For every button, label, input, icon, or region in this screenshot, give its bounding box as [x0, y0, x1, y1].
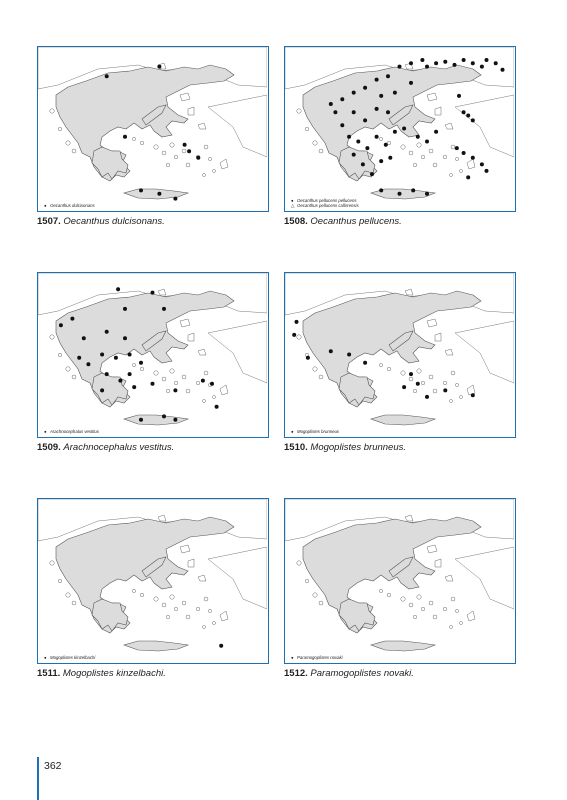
legend-entry: ● Oecanthus pellucens pellucens — [291, 198, 357, 203]
record-dot — [501, 68, 505, 72]
map-caption-1507 — [37, 216, 165, 227]
record-dot — [443, 60, 447, 64]
map-legend — [44, 203, 95, 208]
record-dot — [409, 81, 413, 85]
record-dot — [329, 102, 333, 106]
distribution-map-1512 — [284, 498, 516, 664]
record-dot — [356, 140, 360, 144]
legend-entry: △ Oecanthus pellucens callirrensis — [291, 203, 359, 208]
record-dot — [173, 418, 177, 422]
record-dot — [393, 130, 397, 134]
record-dot — [462, 110, 466, 114]
record-dot — [340, 97, 344, 101]
record-dot — [100, 388, 104, 392]
record-dot — [363, 118, 367, 122]
record-dot — [82, 336, 86, 340]
record-dot — [462, 58, 466, 62]
record-dot — [114, 356, 118, 360]
record-dot — [466, 175, 470, 179]
record-dot — [455, 146, 459, 150]
record-dot — [379, 94, 383, 98]
record-dot — [471, 393, 475, 397]
legend-entry: ● Arachnocephalus vestitus — [44, 429, 99, 434]
record-dot — [86, 362, 90, 366]
record-dot — [411, 188, 415, 192]
record-dot — [183, 143, 187, 147]
record-dot — [151, 382, 155, 386]
greece-map — [38, 47, 267, 210]
record-dot — [139, 418, 143, 422]
record-dot — [471, 118, 475, 122]
record-dot — [128, 372, 132, 376]
record-dot — [347, 353, 351, 357]
distribution-map-1510 — [284, 272, 516, 438]
record-dot — [118, 379, 122, 383]
species-name: Oecanthus dulcisonans. — [63, 216, 165, 227]
record-dot — [434, 61, 438, 65]
record-dot — [379, 188, 383, 192]
greece-map — [38, 499, 267, 662]
record-dot — [210, 382, 214, 386]
record-dot — [425, 192, 429, 196]
record-dot — [173, 197, 177, 201]
map-caption-1512 — [284, 668, 414, 679]
record-dot — [402, 127, 406, 131]
record-dot — [393, 91, 397, 95]
record-dot — [384, 143, 388, 147]
record-dot — [409, 61, 413, 65]
dot-icon: ● — [44, 429, 47, 434]
record-dot — [453, 63, 457, 67]
record-dot — [409, 372, 413, 376]
record-dot — [329, 349, 333, 353]
record-dot — [375, 107, 379, 111]
map-legend — [291, 655, 343, 660]
record-dot — [151, 291, 155, 295]
record-dot — [157, 65, 161, 69]
page-margin-rule — [37, 757, 39, 800]
dot-icon: ● — [291, 655, 294, 660]
species-name: Arachnocephalus vestitus. — [63, 442, 175, 453]
species-name: Oecanthus pellucens. — [310, 216, 402, 227]
record-dot — [219, 644, 223, 648]
legend-entry: ● Oecanthus dulcisonans — [44, 203, 95, 208]
record-dot — [162, 307, 166, 311]
distribution-map-1509 — [37, 272, 269, 438]
record-dot — [132, 385, 136, 389]
page-number: 362 — [44, 760, 62, 772]
record-dot — [306, 356, 310, 360]
record-dot — [370, 172, 374, 176]
record-dot — [162, 414, 166, 418]
triangle-icon: △ — [291, 203, 295, 208]
record-dot — [139, 361, 143, 365]
record-dot — [123, 307, 127, 311]
map-legend — [291, 198, 359, 208]
greece-map — [285, 47, 514, 210]
record-dot — [471, 61, 475, 65]
record-dot — [70, 317, 74, 321]
record-dot — [434, 130, 438, 134]
map-number: 1510. — [284, 442, 308, 453]
record-dot — [365, 146, 369, 150]
record-dot — [466, 114, 470, 118]
record-dot — [123, 336, 127, 340]
record-dot — [116, 287, 120, 291]
record-dot — [215, 405, 219, 409]
map-legend — [291, 429, 339, 434]
species-name: Mogoplistes brunneus. — [310, 442, 407, 453]
map-caption-1509 — [37, 442, 174, 453]
record-dot — [173, 388, 177, 392]
record-dot — [480, 65, 484, 69]
record-dot — [292, 333, 296, 337]
greece-map — [285, 499, 514, 662]
record-dot — [352, 91, 356, 95]
record-dot — [425, 395, 429, 399]
record-dot — [295, 320, 299, 324]
dot-icon: ● — [44, 203, 47, 208]
record-dot — [416, 382, 420, 386]
record-dot — [187, 149, 191, 153]
map-caption-1510 — [284, 442, 406, 453]
record-dot — [494, 61, 498, 65]
distribution-map-1507 — [37, 46, 269, 212]
record-dot — [416, 135, 420, 139]
species-name: Paramogoplistes novaki. — [310, 668, 414, 679]
record-dot — [425, 65, 429, 69]
distribution-map-1511 — [37, 498, 269, 664]
legend-entry: ● Mogoplistes kinzelbachi — [44, 655, 96, 660]
map-caption-1508 — [284, 216, 402, 227]
record-dot — [402, 385, 406, 389]
record-dot — [363, 361, 367, 365]
distribution-map-1508 — [284, 46, 516, 212]
record-dot — [347, 135, 351, 139]
legend-entry: ● Mogoplistes brunneus — [291, 429, 340, 434]
legend-entry: ● Paramogoplistes novaki — [291, 655, 343, 660]
record-dot — [462, 151, 466, 155]
record-dot — [59, 323, 63, 327]
species-name: Mogoplistes kinzelbachi. — [62, 668, 166, 679]
dot-icon: ● — [44, 655, 47, 660]
map-legend — [44, 429, 99, 434]
record-dot — [196, 156, 200, 160]
record-dot — [375, 135, 379, 139]
record-dot — [457, 94, 461, 98]
record-dot — [157, 192, 161, 196]
record-dot — [139, 188, 143, 192]
record-dot — [420, 58, 424, 62]
record-dot — [379, 159, 383, 163]
record-dot — [123, 135, 127, 139]
record-dot — [480, 162, 484, 166]
map-number: 1511. — [37, 668, 61, 679]
record-dot — [333, 110, 337, 114]
record-dot — [386, 110, 390, 114]
record-dot — [128, 353, 132, 357]
record-dot — [388, 156, 392, 160]
map-caption-1511 — [37, 668, 166, 679]
dot-icon: ● — [291, 429, 294, 434]
map-number: 1507. — [37, 216, 61, 227]
record-dot — [363, 86, 367, 90]
map-legend — [44, 655, 95, 660]
greece-map — [285, 273, 514, 436]
record-dot — [361, 162, 365, 166]
record-dot — [375, 78, 379, 82]
record-dot — [485, 169, 489, 173]
greece-map — [38, 273, 267, 436]
record-dot — [352, 110, 356, 114]
record-dot — [386, 74, 390, 78]
record-dot — [443, 388, 447, 392]
record-dot — [105, 372, 109, 376]
map-number: 1509. — [37, 442, 61, 453]
record-dot — [340, 123, 344, 127]
record-dot — [105, 330, 109, 334]
record-dot — [352, 153, 356, 157]
record-dot — [398, 192, 402, 196]
record-dot — [77, 356, 81, 360]
record-dot — [100, 353, 104, 357]
record-dot — [105, 74, 109, 78]
record-dot — [485, 58, 489, 62]
record-dot — [471, 156, 475, 160]
map-number: 1512. — [284, 668, 308, 679]
record-dot — [398, 65, 402, 69]
record-dot — [201, 379, 205, 383]
record-dot — [425, 140, 429, 144]
dot-icon: ● — [291, 198, 294, 203]
map-number: 1508. — [284, 216, 308, 227]
